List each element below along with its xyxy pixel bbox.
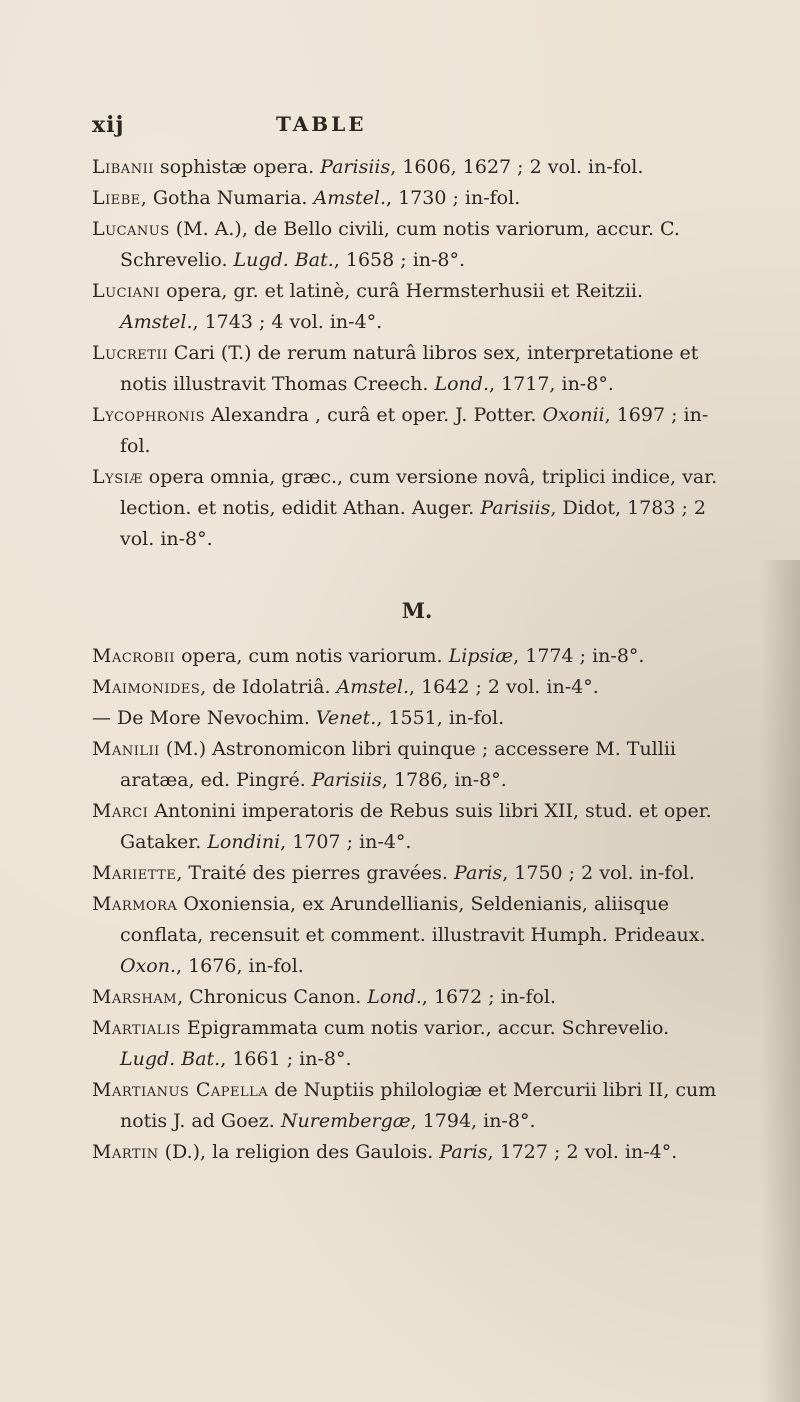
- entry-author: Libanii: [92, 156, 154, 178]
- entry-author: Lucanus: [92, 218, 170, 240]
- section-m-entries: [92, 595, 722, 1168]
- section-title: TABLE: [276, 112, 367, 136]
- entry-text: Epigrammata cum notis varior., accur. Schrevelio.: [180, 1017, 670, 1039]
- entry-author: Mariette: [92, 862, 177, 884]
- entry-author: Maimonides: [92, 676, 201, 698]
- entry-place: Lugd. Bat.: [233, 249, 334, 271]
- entry-author: Marmora: [92, 893, 178, 915]
- bibliography-entry: [92, 672, 722, 703]
- bibliography-entry: [92, 1137, 722, 1168]
- entry-place: Nurembergæ: [280, 1110, 411, 1132]
- entry-place: Londini: [207, 831, 281, 853]
- entry-place: Paris: [439, 1141, 488, 1163]
- section-l-entries: [92, 152, 722, 555]
- entry-place: Parisiis: [320, 156, 391, 178]
- entry-text: — De More Nevochim.: [92, 707, 316, 729]
- entry-author: Lucretii: [92, 342, 168, 364]
- entry-author: Lysiæ: [92, 466, 143, 488]
- entry-author: Marsham: [92, 986, 178, 1008]
- entry-imprint: , 1750 ; 2 vol. in-fol.: [502, 862, 695, 884]
- entry-imprint: , 1606, 1627 ; 2 vol. in-fol.: [390, 156, 644, 178]
- entry-author: Manilii: [92, 738, 160, 760]
- entry-author: Martialis: [92, 1017, 181, 1039]
- bibliography-entry: [92, 276, 722, 338]
- entry-text: Cari (T.) de rerum naturâ libros sex, interpretatione et notis illustravit Thomas Creech.: [120, 342, 699, 395]
- entry-imprint: , 1717, in-8°.: [488, 373, 614, 395]
- entry-place: Amstel.: [336, 676, 410, 698]
- bibliography-entry: [92, 338, 722, 400]
- entry-text: , Traité des pierres gravées.: [176, 862, 455, 884]
- bibliography-entry: [92, 982, 722, 1013]
- page-number: xij: [92, 112, 125, 138]
- entry-imprint: , Didot, 1783 ; 2 vol. in-8°.: [120, 497, 707, 550]
- entry-text: opera, cum notis variorum.: [175, 645, 449, 667]
- entry-place: Oxon.: [120, 955, 177, 977]
- entry-imprint: , 1661 ; in-8°.: [220, 1048, 352, 1070]
- entry-place: Paris: [454, 862, 503, 884]
- bibliography-entry: [92, 641, 722, 672]
- letter-heading: M.: [401, 598, 433, 623]
- entry-place: Amstel.: [120, 311, 193, 333]
- entry-text: Antonini imperatoris de Rebus suis libri XII, stud. et oper. Gataker.: [120, 800, 712, 853]
- entry-place: Lond.: [367, 986, 422, 1008]
- entry-text: Oxoniensia, ex Arundellianis, Seldenianis, aliisque conflata, recensuit et comment. illustravit Humph. Prideaux.: [120, 893, 706, 946]
- entry-author: Martianus Capella: [92, 1079, 269, 1101]
- entry-imprint: , 1794, in-8°.: [410, 1110, 536, 1132]
- entry-imprint: , 1658 ; in-8°.: [333, 249, 466, 271]
- bibliography-entry: [92, 1013, 722, 1075]
- entry-place: Venet.: [315, 707, 377, 729]
- entry-place: Amstel.: [313, 187, 386, 209]
- bibliography-entry: [92, 796, 722, 858]
- entry-imprint: , 1707 ; in-4°.: [280, 831, 412, 853]
- entry-imprint: , 1786, in-8°.: [381, 769, 507, 791]
- entry-text: de Nuptiis philologiæ et Mercurii libri II, cum notis J. ad Goez.: [120, 1079, 717, 1132]
- entry-imprint: , 1551, in-fol.: [376, 707, 505, 729]
- entry-author: Marci: [92, 800, 149, 822]
- entry-imprint: , 1676, in-fol.: [176, 955, 304, 977]
- entry-imprint: , 1697 ; in-fol.: [120, 404, 709, 457]
- page-shadow: [760, 560, 800, 1402]
- entry-author: Liebe: [92, 187, 141, 209]
- entry-imprint: , 1672 ; in-fol.: [421, 986, 557, 1008]
- entry-text: , Gotha Numaria.: [140, 187, 314, 209]
- entry-imprint: , 1642 ; 2 vol. in-4°.: [409, 676, 599, 698]
- bibliography-entry: [92, 183, 722, 214]
- entry-text: (D.), la religion des Gaulois.: [158, 1141, 440, 1163]
- entry-text: , Chronicus Canon.: [177, 986, 368, 1008]
- bibliography-entry: [92, 400, 722, 462]
- entry-imprint: , 1774 ; in-8°.: [513, 645, 645, 667]
- entry-place: Oxonii: [542, 404, 605, 426]
- bibliography-entry: [92, 734, 722, 796]
- entry-imprint: , 1730 ; in-fol.: [386, 187, 521, 209]
- entry-author: Lycophronis: [92, 404, 206, 426]
- entry-place: Parisiis: [311, 769, 382, 791]
- entry-text: opera, gr. et latinè, curâ Hermsterhusii et Reitzii.: [160, 280, 644, 302]
- entry-text: opera omnia, græc., cum versione novâ, triplici indice, var. lection. et notis, edidit Athan. Auger.: [120, 466, 718, 519]
- bibliography-entry: [92, 462, 722, 555]
- entry-place: Lugd. Bat.: [120, 1048, 221, 1070]
- entry-author: Macrobii: [92, 645, 176, 667]
- bibliography-entry: [92, 214, 722, 276]
- entry-place: Lond.: [434, 373, 489, 395]
- bibliography-entry: [92, 1075, 722, 1137]
- entry-text: (M.) Astronomicon libri quinque ; accessere M. Tullii aratæa, ed. Pingré.: [120, 738, 676, 791]
- entry-author: Luciani: [92, 280, 161, 302]
- running-head: [92, 112, 712, 144]
- bibliography-entry: [92, 889, 722, 982]
- entry-author: Martin: [92, 1141, 159, 1163]
- bibliography-entry: [92, 703, 722, 734]
- entry-text: Alexandra , curâ et oper. J. Potter.: [205, 404, 543, 426]
- entry-text: sophistæ opera.: [153, 156, 321, 178]
- entry-place: Parisiis: [480, 497, 551, 519]
- entry-imprint: , 1743 ; 4 vol. in-4°.: [192, 311, 383, 333]
- entry-imprint: , 1727 ; 2 vol. in-4°.: [487, 1141, 678, 1163]
- bibliography-entry: [92, 152, 722, 183]
- bibliography-entry: [92, 858, 722, 889]
- entry-place: Lipsiæ: [448, 645, 514, 667]
- entry-text: , de Idolatriâ.: [200, 676, 337, 698]
- entry-text: (M. A.), de Bello civili, cum notis variorum, accur. C. Schrevelio.: [120, 218, 680, 271]
